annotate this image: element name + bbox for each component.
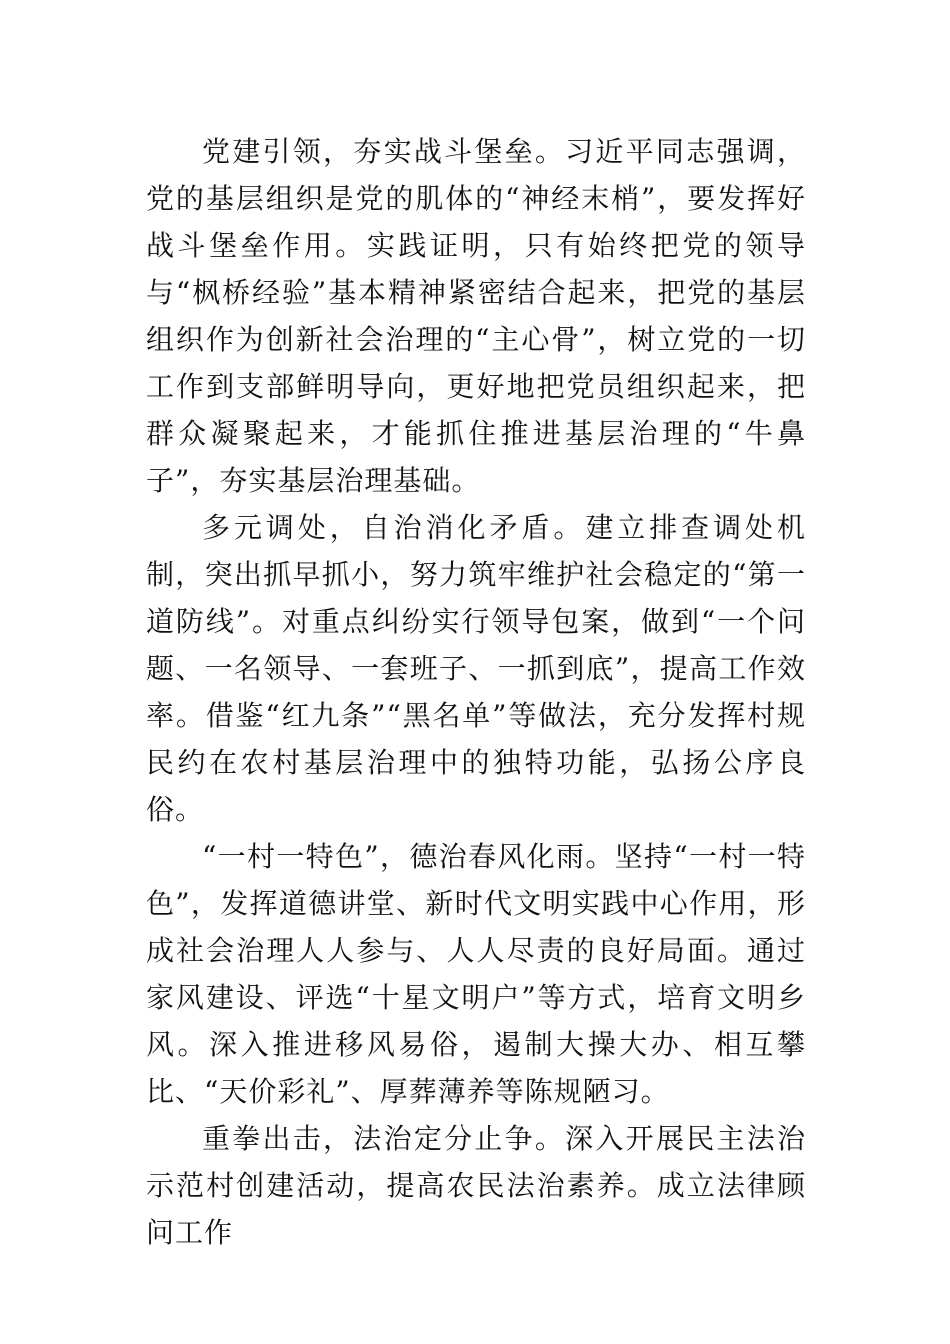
- paragraph-party-building: 党建引领，夯实战斗堡垒。习近平同志强调，党的基层组织是党的肌体的“神经末梢”，要发挥好战斗堡垒作用。实践证明，只有始终把党的领导与“枫桥经验”基本精神紧密结合起来，把党的基层组织作为创新社会治理的“主心骨”，树立党的一切工作到支部鲜明导向，更好地把党员组织起来，把群众凝聚起来，才能抓住推进基层治理的“牛鼻子”，夯实基层治理基础。: [146, 135, 806, 497]
- document-body: [146, 128, 806, 1256]
- paragraph-mediation: 多元调处，自治消化矛盾。建立排查调处机制，突出抓早抓小，努力筑牢维护社会稳定的“第一道防线”。对重点纠纷实行领导包案，做到“一个问题、一名领导、一套班子、一抓到底”，提高工作效率。借鉴“红九条”“黑名单”等做法，充分发挥村规民约在农村基层治理中的独特功能，弘扬公序良俗。: [146, 511, 806, 826]
- paragraph-moral-governance: “一村一特色”，德治春风化雨。坚持“一村一特色”，发挥道德讲堂、新时代文明实践中心作用，形成社会治理人人参与、人人尽责的良好局面。通过家风建设、评选“十星文明户”等方式，培育文明乡风。深入推进移风易俗，遏制大操大办、相互攀比、“天价彩礼”、厚葬薄养等陈规陋习。: [146, 840, 806, 1108]
- paragraph-rule-of-law: 重拳出击，法治定分止争。深入开展民主法治示范村创建活动，提高农民法治素养。成立法律顾问工作: [146, 1122, 806, 1249]
